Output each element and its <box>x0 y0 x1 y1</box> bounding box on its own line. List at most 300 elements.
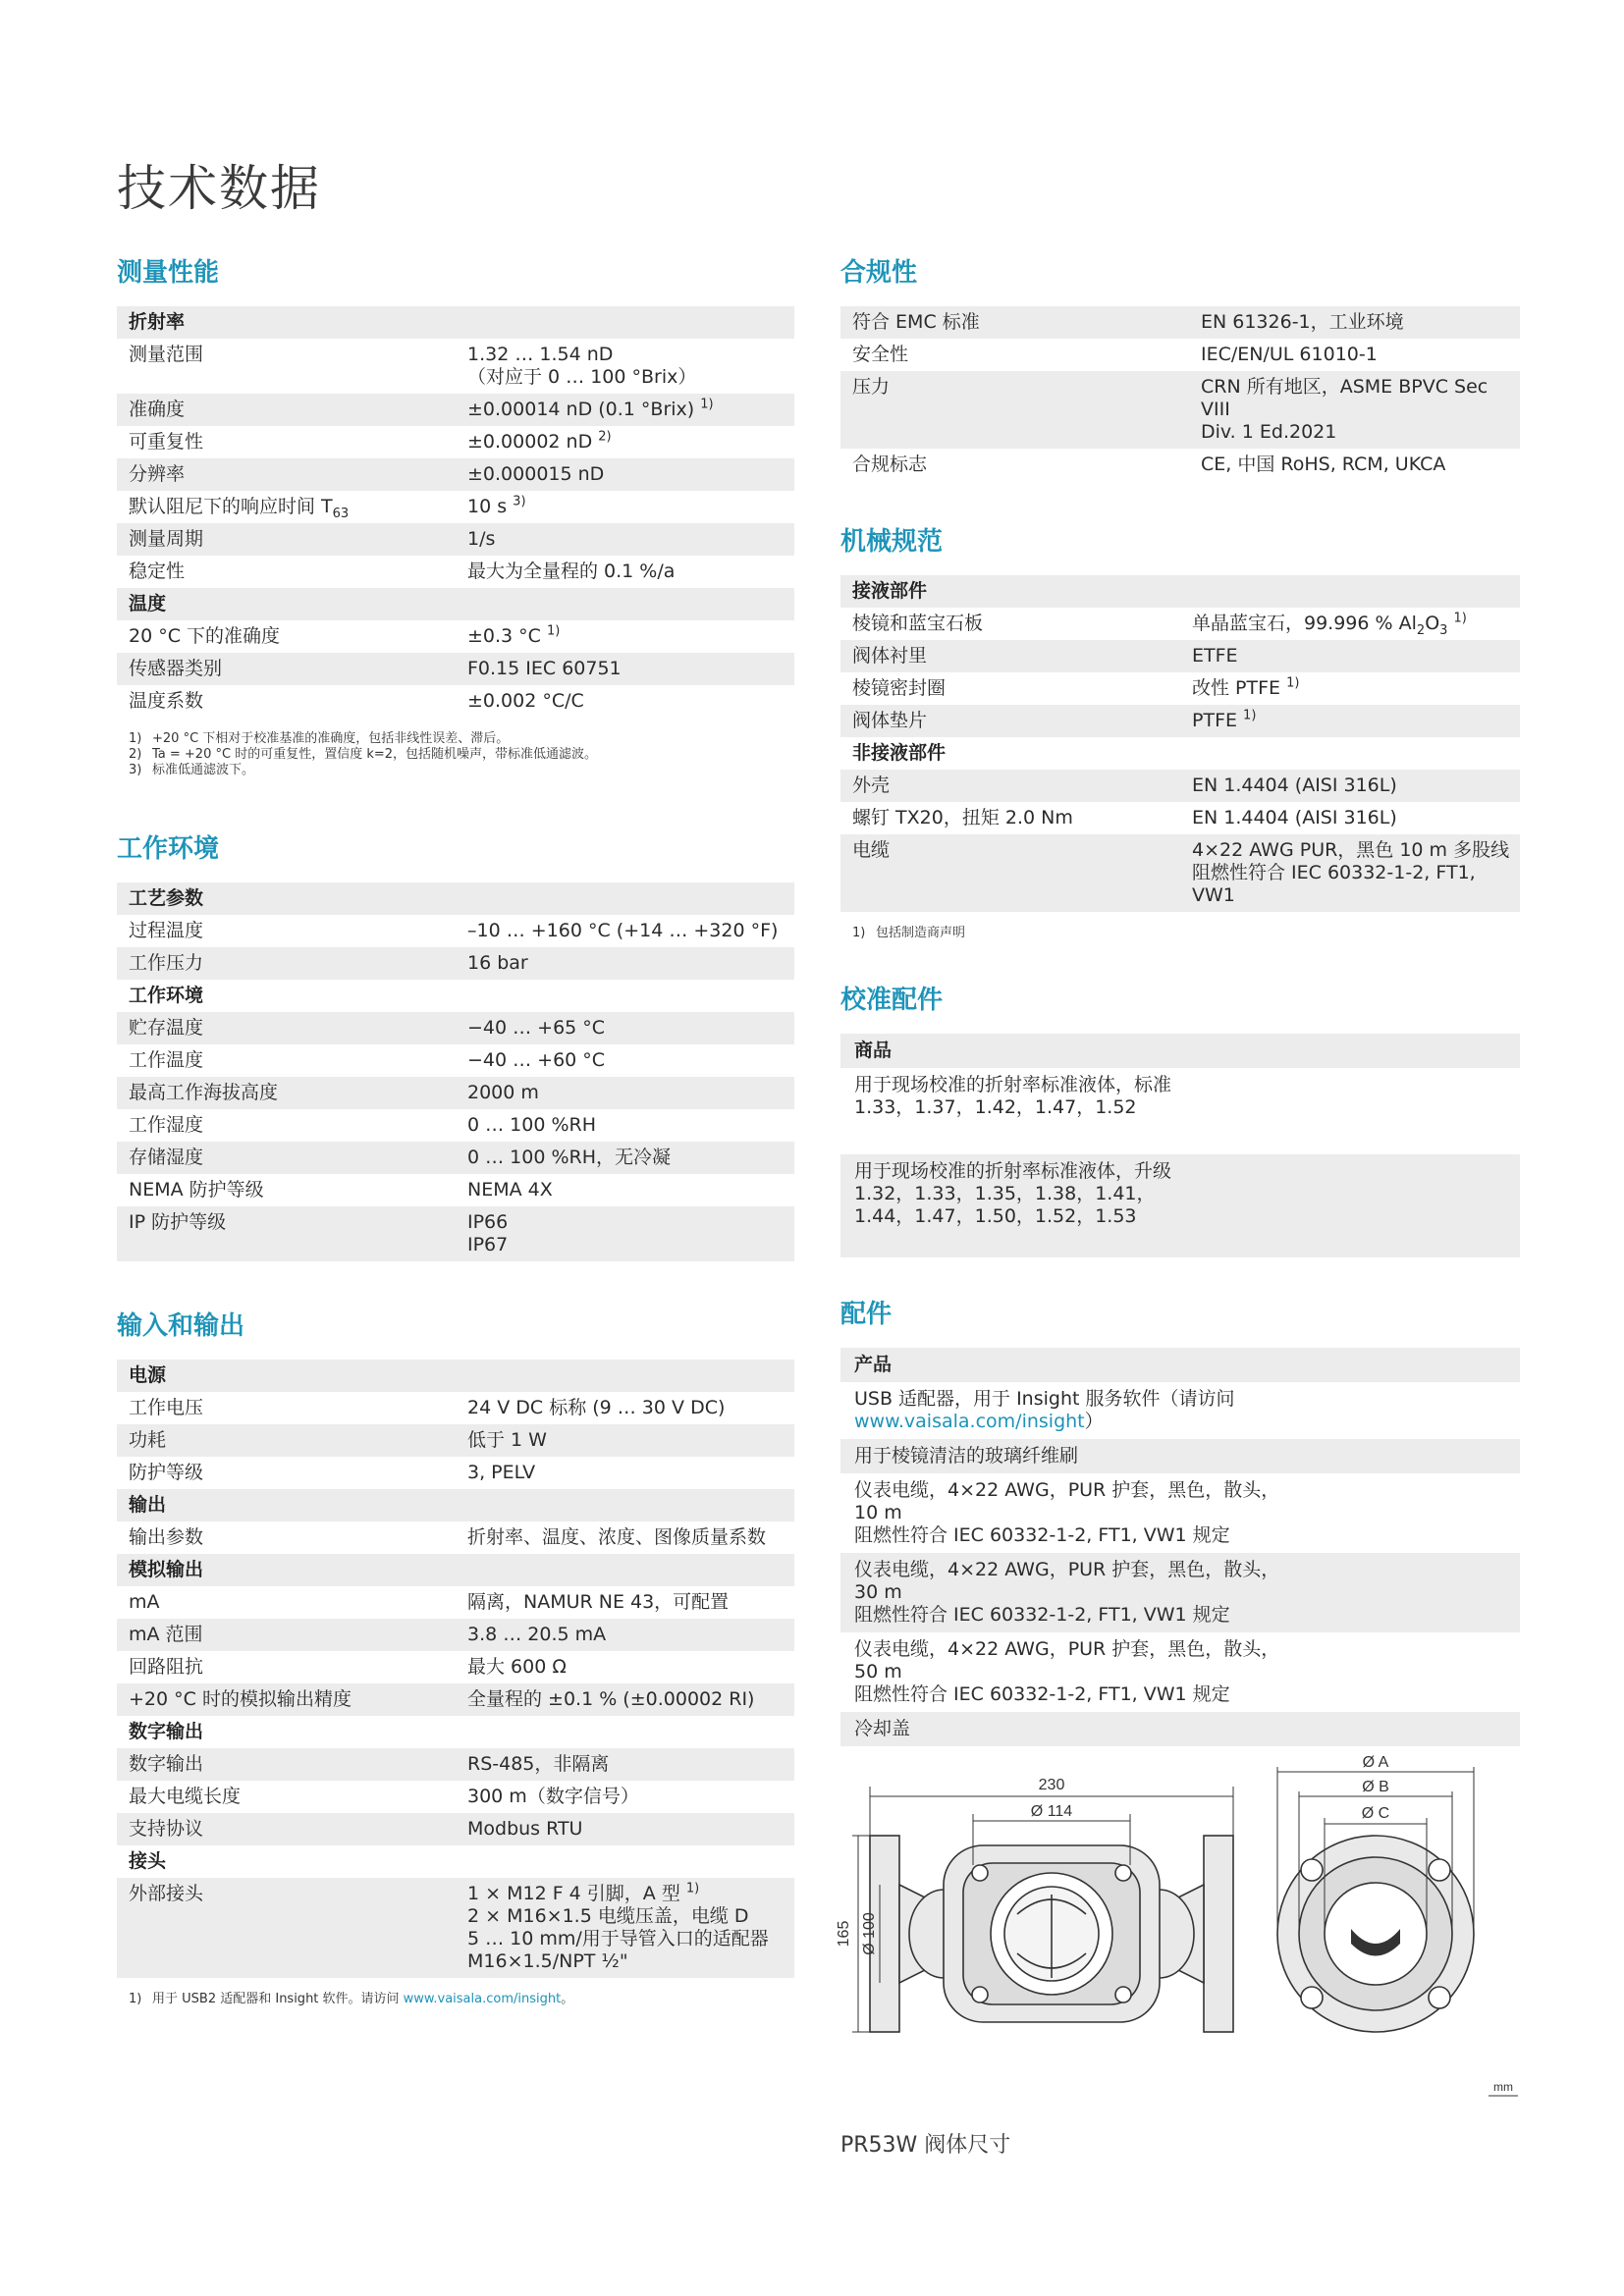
spec-label-text: 贮存温度 <box>129 1017 204 1039</box>
spec-label <box>117 1586 456 1619</box>
spec-value-text: F0.15 IEC 60751 <box>467 658 622 679</box>
subheader-row <box>117 306 794 339</box>
spec-value-line <box>467 1656 785 1679</box>
spec-row <box>840 834 1520 912</box>
compliance-section <box>840 253 1520 481</box>
spec-value-text: 3, PELV <box>467 1462 536 1483</box>
spec-value <box>456 1044 794 1077</box>
compliance-heading: 合规性 <box>840 258 918 288</box>
subheader-label: 非接液部件 <box>852 742 947 764</box>
spec-row <box>117 1424 794 1457</box>
mechanical-table <box>840 575 1520 912</box>
spec-value <box>456 1586 794 1619</box>
spec-value-text: IEC/EN/UL 61010-1 <box>1201 344 1378 365</box>
spec-value-line <box>467 1211 785 1234</box>
spec-value-line <box>467 1950 785 1973</box>
spec-row <box>117 426 794 458</box>
spec-label <box>117 620 456 653</box>
spec-row <box>117 523 794 556</box>
footnote-body: Ta = +20 °C 时的可重复性，置信度 k=2，包括随机噪声，带标准低通滤波。 <box>152 747 598 762</box>
spec-value <box>456 1683 794 1716</box>
spec-value <box>1180 802 1520 834</box>
footnote-number: 1) <box>129 1992 142 2006</box>
spec-value <box>456 1206 794 1261</box>
footnote-number: 3) <box>129 763 142 777</box>
spec-label <box>117 1813 456 1845</box>
spec-row <box>117 1781 794 1813</box>
spec-label <box>840 608 1180 640</box>
spec-value <box>1180 608 1520 640</box>
spec-row <box>117 915 794 947</box>
footnote-text <box>152 731 509 747</box>
spec-value <box>456 1878 794 1978</box>
spec-label-text: 阀体衬里 <box>852 645 928 667</box>
footnote-mark: 1) <box>1243 708 1257 723</box>
spec-value-line <box>467 952 785 975</box>
spec-label-text: 外部接头 <box>129 1883 204 1904</box>
list-item-line: 仪表电缆，4×22 AWG，PUR 护套，黑色，散头， <box>854 1479 1280 1501</box>
spec-label-text: 20 °C 下的准确度 <box>129 625 281 647</box>
spec-label-text: 外壳 <box>852 774 891 796</box>
spec-label-text: 压力 <box>852 376 891 398</box>
footnote-text <box>876 926 965 941</box>
spec-value <box>456 1651 794 1683</box>
spec-value-text: Modbus RTU <box>467 1818 583 1840</box>
spec-label <box>117 1174 456 1206</box>
spec-value-text: IP67 <box>467 1234 509 1255</box>
spec-value-line <box>467 1591 785 1614</box>
spec-label-text: mA <box>129 1591 160 1613</box>
calibration-section <box>840 981 1520 1257</box>
spec-value-text: 最大 600 Ω <box>467 1656 567 1678</box>
spec-label-text: 工作湿度 <box>129 1114 204 1136</box>
list-item-line: 50 m <box>854 1661 902 1682</box>
spec-value <box>1180 834 1520 912</box>
spec-value-line <box>467 1049 785 1072</box>
footnote-mark: 1) <box>700 397 714 412</box>
spec-label-text: 符合 EMC 标准 <box>852 311 980 333</box>
spec-value-text: 1 × M12 F 4 引脚，A 型 <box>467 1883 680 1904</box>
subheader-label: 接液部件 <box>840 575 1520 608</box>
spec-value <box>456 947 794 980</box>
spec-label-text: NEMA 防护等级 <box>129 1179 264 1201</box>
spec-value-line <box>467 528 785 551</box>
spec-value-text: 0 … 100 %RH，无冷凝 <box>467 1147 672 1168</box>
accessories-section <box>840 1295 1520 1746</box>
spec-label <box>117 1392 456 1424</box>
spec-label <box>117 1878 456 1978</box>
spec-row <box>117 1748 794 1781</box>
subheader-row <box>840 1034 1520 1068</box>
spec-label-text: 安全性 <box>852 344 909 365</box>
list-item-text <box>840 1154 1520 1257</box>
spec-value <box>456 426 794 458</box>
list-item-line <box>854 1411 1506 1433</box>
spec-row <box>840 802 1520 834</box>
spec-value <box>1180 770 1520 802</box>
value-subscript: 2 <box>1416 622 1426 638</box>
spec-value <box>1189 339 1520 371</box>
footnote-tail: 。 <box>561 1992 574 2006</box>
footnote-text <box>152 747 597 763</box>
spec-value-line <box>467 399 785 421</box>
dimension-drawing <box>836 1754 1528 2130</box>
spec-value-text: 1.32 … 1.54 nD <box>467 344 614 365</box>
figure-caption: PR53W 阀体尺寸 <box>840 2133 1011 2158</box>
spec-value <box>1180 640 1520 672</box>
spec-value-line <box>467 658 785 680</box>
spec-label-text: 支持协议 <box>129 1818 204 1840</box>
bolt-hole-icon <box>1301 1859 1323 1881</box>
spec-value <box>456 1619 794 1651</box>
environment-table <box>117 882 794 1261</box>
spec-label-text: 默认阻尼下的响应时间 T <box>129 496 333 517</box>
spec-value-line <box>467 1429 785 1452</box>
spec-label <box>117 1077 456 1109</box>
spec-value-line <box>1201 344 1510 366</box>
mechanical-heading: 机械规范 <box>840 527 944 557</box>
spec-value-text: 阻燃性符合 IEC 60332-1-2, FT1, VW1 <box>1192 862 1476 906</box>
spec-value <box>456 1012 794 1044</box>
spec-label <box>117 1748 456 1781</box>
spec-value-line <box>1192 774 1510 797</box>
subheader-label: 产品 <box>840 1348 1520 1382</box>
spec-value-text: 4×22 AWG PUR，黑色 10 m 多股线 <box>1192 839 1510 861</box>
spec-label <box>117 394 456 426</box>
footnote <box>129 731 794 747</box>
list-item-line: 用于棱镜清洁的玻璃纤维刷 <box>854 1445 1079 1467</box>
footnote-text <box>152 763 254 778</box>
bolt-hole-icon <box>1429 1987 1450 2008</box>
spec-value-text: 隔离，NAMUR NE 43，可配置 <box>467 1591 730 1613</box>
spec-value-text: NEMA 4X <box>467 1179 553 1201</box>
spec-value-text: PTFE <box>1192 710 1237 731</box>
list-item-text <box>840 1382 1520 1439</box>
spec-label-text: 工作电压 <box>129 1397 204 1418</box>
spec-label-text: 测量范围 <box>129 344 204 365</box>
list-item-line: 1.33，1.37，1.42，1.47，1.52 <box>854 1096 1137 1118</box>
spec-value-text: ±0.000015 nD <box>467 463 605 485</box>
spec-label-text: 数字输出 <box>129 1753 204 1775</box>
spec-value-text: 24 V DC 标称 (9 … 30 V DC) <box>467 1397 726 1418</box>
spec-label-text: +20 °C 时的模拟输出精度 <box>129 1688 352 1710</box>
spec-label <box>117 1206 456 1261</box>
spec-value-text: 最大为全量程的 0.1 %/a <box>467 561 676 582</box>
spec-value-text: （对应于 0 … 100 °Brix） <box>467 366 697 388</box>
spec-value-line <box>467 690 785 713</box>
dim-c-label: Ø C <box>1361 1805 1390 1822</box>
spec-value-text: ±0.00014 nD (0.1 °Brix) <box>467 399 695 420</box>
spec-value-line <box>467 1688 785 1711</box>
list-item <box>840 1154 1520 1257</box>
spec-label <box>117 491 456 523</box>
io-section <box>117 1307 794 2007</box>
spec-value-line <box>1201 454 1510 476</box>
spec-value-line <box>467 1017 785 1040</box>
footnote <box>129 763 794 778</box>
spec-value-text: ±0.002 °C/C <box>467 690 584 712</box>
spec-label <box>840 705 1180 737</box>
footnote-body: +20 °C 下相对于校准基准的准确度，包括非线性误差、滞后。 <box>152 731 510 746</box>
spec-value <box>456 1813 794 1845</box>
spec-value-line <box>467 1753 785 1776</box>
spec-value <box>456 1457 794 1489</box>
value-subscript: 3 <box>1439 622 1448 638</box>
spec-value-line <box>1192 862 1510 907</box>
spec-value <box>456 620 794 653</box>
spec-value <box>456 653 794 685</box>
spec-value-line <box>467 1786 785 1808</box>
spec-value-line <box>1192 839 1510 862</box>
right-flange <box>1204 1836 1233 2032</box>
spec-value <box>1189 371 1520 449</box>
subheader-label: 工作环境 <box>129 985 204 1006</box>
spec-value <box>456 339 794 394</box>
right-column <box>840 253 1520 1746</box>
spec-value-text: 2000 m <box>467 1082 539 1103</box>
spec-value <box>1189 306 1520 339</box>
bolt-icon <box>972 1987 988 2002</box>
spec-value <box>1180 672 1520 705</box>
spec-row <box>117 1012 794 1044</box>
spec-row <box>117 1457 794 1489</box>
spec-row <box>117 1651 794 1683</box>
spec-label <box>117 458 456 491</box>
spec-value-text: Div. 1 Ed.2021 <box>1201 421 1337 443</box>
bolt-icon <box>1115 1865 1131 1881</box>
dim-length-label: 230 <box>1038 1777 1065 1793</box>
spec-row <box>840 339 1520 371</box>
spec-label-text: 防护等级 <box>129 1462 204 1483</box>
spec-value-text: 5 … 10 mm/用于导管入口的适配器 <box>467 1928 769 1949</box>
spec-value-line <box>467 1526 785 1549</box>
spec-label-text: mA 范围 <box>129 1624 203 1645</box>
spec-value-line <box>467 561 785 583</box>
io-heading: 输入和输出 <box>117 1311 245 1341</box>
accessories-table <box>840 1348 1520 1746</box>
list-item-line: 阻燃性符合 IEC 60332-1-2, FT1, VW1 规定 <box>854 1683 1230 1705</box>
mechanical-section <box>840 522 1520 941</box>
spec-label-text: 温度系数 <box>129 690 204 712</box>
footnote-body: 用于 USB2 适配器和 Insight 软件。请访问 <box>152 1992 404 2006</box>
spec-label <box>840 834 1180 912</box>
spec-label <box>117 1651 456 1683</box>
spec-value-text: M16×1.5/NPT ½" <box>467 1950 628 1972</box>
measurement-section <box>117 253 794 778</box>
list-item <box>840 1439 1520 1473</box>
spec-value-text: ±0.3 °C <box>467 625 541 647</box>
spec-label <box>840 802 1180 834</box>
spec-row <box>117 458 794 491</box>
spec-value-line <box>1192 807 1510 829</box>
list-item-text <box>840 1632 1520 1712</box>
spec-label <box>117 426 456 458</box>
spec-value-text: 1/s <box>467 528 496 550</box>
spec-value <box>456 1392 794 1424</box>
list-item <box>840 1553 1520 1632</box>
compliance-table <box>840 306 1520 481</box>
list-item-line: USB 适配器，用于 Insight 服务软件（请访问 <box>854 1388 1235 1410</box>
spec-label-text: 功耗 <box>129 1429 167 1451</box>
spec-row <box>117 1392 794 1424</box>
list-item-line: 30 m <box>854 1581 902 1603</box>
spec-value-text: 3.8 … 20.5 mA <box>467 1624 607 1645</box>
subheader-label: 模拟输出 <box>117 1554 794 1586</box>
spec-label-text: 过程温度 <box>129 920 204 941</box>
list-item-line: 仪表电缆，4×22 AWG，PUR 护套，黑色，散头， <box>854 1559 1280 1580</box>
subheader-label: 温度 <box>117 588 794 620</box>
spec-value-line <box>1192 710 1510 732</box>
footnote-mark: 1) <box>1453 611 1467 626</box>
footnote-number: 2) <box>129 747 142 762</box>
subheader-row <box>117 1845 794 1878</box>
footnote-link[interactable]: www.vaisala.com/insight <box>403 1992 562 2006</box>
spec-row <box>117 947 794 980</box>
spec-value <box>456 458 794 491</box>
spec-value-text: 单晶蓝宝石，99.996 % Al <box>1192 613 1417 634</box>
spec-label <box>117 1012 456 1044</box>
spec-label-text: 输出参数 <box>129 1526 204 1548</box>
subheader-row <box>840 737 1520 770</box>
spec-value <box>456 1109 794 1142</box>
environment-heading: 工作环境 <box>117 834 220 864</box>
bolt-icon <box>1115 1987 1131 2002</box>
spec-row <box>117 1077 794 1109</box>
list-item-line: 冷却盖 <box>854 1718 911 1739</box>
spec-value-line <box>467 625 785 648</box>
footnote-mark: 1) <box>685 1881 700 1896</box>
spec-value-text: −40 … +65 °C <box>467 1017 606 1039</box>
left-column <box>117 253 794 2007</box>
list-item-line: 用于现场校准的折射率标准液体，标准 <box>854 1074 1172 1095</box>
spec-label <box>840 306 1189 339</box>
spec-value <box>456 491 794 523</box>
spec-label <box>117 947 456 980</box>
footnote <box>129 747 794 763</box>
spec-row <box>840 672 1520 705</box>
subheader-row <box>117 1360 794 1392</box>
spec-value-text: ETFE <box>1192 645 1238 667</box>
spec-value-line <box>467 1234 785 1256</box>
spec-value-text: EN 1.4404 (AISI 316L) <box>1192 774 1397 796</box>
spec-row <box>117 1619 794 1651</box>
spec-value <box>456 1781 794 1813</box>
calibration-table <box>840 1034 1520 1257</box>
spec-label <box>117 556 456 588</box>
spec-value <box>456 1424 794 1457</box>
spec-value-text: 折射率、温度、浓度、图像质量系数 <box>467 1526 767 1548</box>
measurement-notes <box>129 731 794 778</box>
spec-value-line <box>467 1179 785 1201</box>
mechanical-notes <box>852 926 1520 941</box>
list-item <box>840 1068 1520 1154</box>
spec-value-text: 2 × M16×1.5 电缆压盖，电缆 D <box>467 1905 749 1927</box>
spec-row <box>117 1813 794 1845</box>
spec-row <box>117 491 794 523</box>
spec-label-text: 阀体垫片 <box>852 710 928 731</box>
spec-label-text: 分辨率 <box>129 463 186 485</box>
spec-value <box>1189 449 1520 481</box>
spec-label <box>840 770 1180 802</box>
bolt-hole-icon <box>1301 1987 1323 2008</box>
dim-a-label: Ø A <box>1362 1754 1389 1771</box>
environment-section <box>117 829 794 1261</box>
spec-row <box>840 449 1520 481</box>
spec-value-line <box>467 1928 785 1950</box>
spec-label <box>117 1619 456 1651</box>
spec-label-subscript: 63 <box>332 506 350 521</box>
list-item-line: 1.32，1.33，1.35，1.38，1.41， <box>854 1183 1156 1204</box>
spec-row <box>840 306 1520 339</box>
spec-row <box>117 685 794 718</box>
list-item-text <box>840 1068 1520 1154</box>
spec-label <box>840 449 1189 481</box>
spec-value-line <box>1192 611 1510 638</box>
list-item-line: 10 m <box>854 1502 902 1523</box>
spec-row <box>117 653 794 685</box>
footnote-body: 标准低通滤波下。 <box>152 763 255 777</box>
list-item-text <box>840 1553 1520 1632</box>
subheader-row <box>840 575 1520 608</box>
list-item-line: 阻燃性符合 IEC 60332-1-2, FT1, VW1 规定 <box>854 1524 1230 1546</box>
subheader-label: 输出 <box>117 1489 794 1522</box>
subheader-row <box>840 1348 1520 1382</box>
subheader-label: 商品 <box>840 1034 1520 1068</box>
spec-row <box>840 705 1520 737</box>
spec-value-text: 16 bar <box>467 952 528 974</box>
spec-value-text: –10 … +160 °C (+14 … +320 °F) <box>467 920 779 941</box>
spec-label <box>840 339 1189 371</box>
footnote-mark: 3) <box>513 494 526 509</box>
insight-link[interactable]: www.vaisala.com/insight <box>854 1411 1085 1432</box>
spec-label-text: 棱镜密封圈 <box>852 677 947 699</box>
spec-value-text: 10 s <box>467 496 508 517</box>
spec-row <box>840 371 1520 449</box>
spec-label <box>117 339 456 394</box>
spec-row <box>117 1586 794 1619</box>
spec-row <box>117 1683 794 1716</box>
calibration-heading: 校准配件 <box>840 986 944 1015</box>
spec-value-line <box>1201 421 1510 444</box>
spec-label <box>117 1142 456 1174</box>
spec-label <box>117 685 456 718</box>
spec-label <box>117 915 456 947</box>
spec-label <box>117 653 456 685</box>
subheader-label: 接头 <box>129 1850 167 1872</box>
spec-row <box>117 1109 794 1142</box>
spec-label-text: 传感器类别 <box>129 658 223 679</box>
subheader-row <box>117 588 794 620</box>
spec-value-text: CE, 中国 RoHS, RCM, UKCA <box>1201 454 1446 475</box>
spec-row <box>117 394 794 426</box>
footnote-text <box>152 1992 573 2007</box>
spec-value-line <box>467 1082 785 1104</box>
list-item-line: 阻燃性符合 IEC 60332-1-2, FT1, VW1 规定 <box>854 1604 1230 1626</box>
spec-label <box>840 371 1189 449</box>
footnote <box>129 1992 794 2007</box>
subheader-row <box>117 1554 794 1586</box>
dim-b-label: Ø B <box>1362 1779 1389 1795</box>
list-item <box>840 1473 1520 1553</box>
spec-value-text: IP66 <box>467 1211 509 1233</box>
spec-value-line <box>1201 311 1510 334</box>
dim-pipe-label: Ø 100 <box>861 1912 878 1955</box>
spec-value-line <box>1192 677 1510 700</box>
spec-row <box>117 1174 794 1206</box>
spec-row <box>117 620 794 653</box>
spec-label-text: 回路阻抗 <box>129 1656 204 1678</box>
spec-value-text: −40 … +60 °C <box>467 1049 606 1071</box>
